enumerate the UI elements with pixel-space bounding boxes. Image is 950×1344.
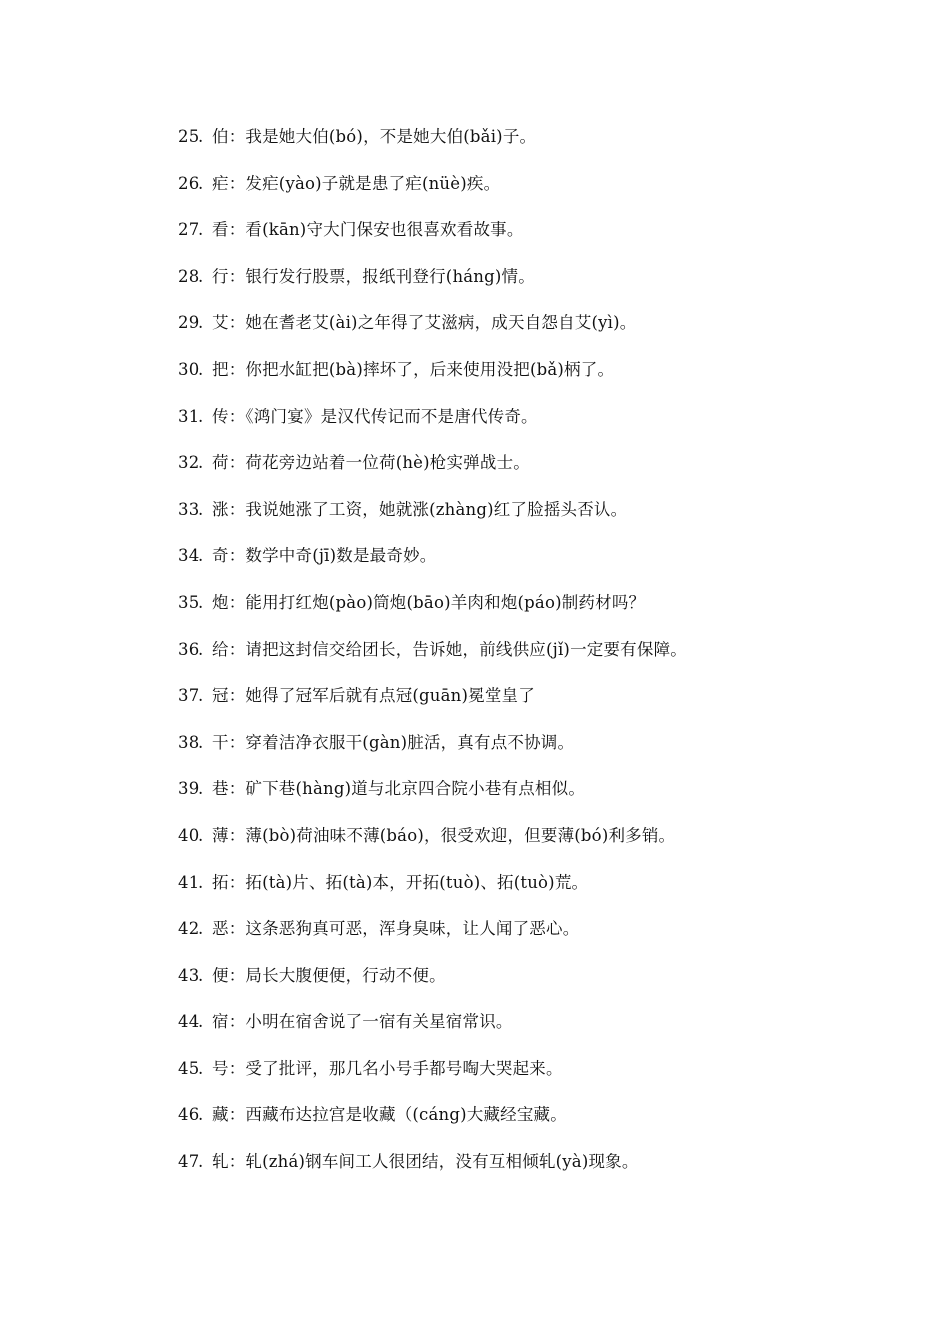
item-number: 44 [178, 1012, 200, 1032]
item-number: 45 [178, 1058, 200, 1078]
list-item: 35. 炮：能用打红炮(pào)筒炮(bāo)羊肉和炮(páo)制药材吗？ [178, 590, 918, 637]
item-sentence: ：荷花旁边站着一位荷(hè)枪实弹战士。 [228, 453, 530, 473]
list-item: 32. 荷：荷花旁边站着一位荷(hè)枪实弹战士。 [178, 450, 918, 497]
item-sentence: ：发疟(yào)子就是患了疟(nüè)疾。 [228, 173, 501, 193]
item-sentence: ：她在耆老艾(ài)之年得了艾滋病，成天自怨自艾(yì)。 [228, 313, 637, 333]
list-item: 37. 冠：她得了冠军后就有点冠(guān)冕堂皇了 [178, 683, 918, 730]
item-sentence: ：局长大腹便便，行动不便。 [228, 965, 446, 985]
list-item: 43. 便：局长大腹便便，行动不便。 [178, 963, 918, 1010]
item-number: 46 [178, 1105, 200, 1125]
item-number: 36 [178, 639, 200, 659]
item-sentence: ：银行发行股票，报纸刊登行(háng)情。 [228, 266, 535, 286]
list-item: 30. 把：你把水缸把(bà)摔坏了，后来使用没把(bǎ)柄了。 [178, 357, 918, 404]
item-character: 传 [212, 406, 229, 426]
item-character: 便 [212, 965, 229, 985]
item-character: 轧 [212, 1152, 229, 1172]
item-number: 40 [178, 825, 200, 845]
item-character: 恶 [212, 919, 229, 939]
item-sentence: ：矿下巷(hàng)道与北京四合院小巷有点相似。 [228, 779, 586, 799]
item-character: 炮 [212, 592, 229, 612]
item-sentence: ：拓(tà)片、拓(tà)本，开拓(tuò)、拓(tuò)荒。 [228, 872, 589, 892]
list-item: 27. 看：看(kān)守大门保安也很喜欢看故事。 [178, 217, 918, 264]
item-sentence: ：能用打红炮(pào)筒炮(bāo)羊肉和炮(páo)制药材吗？ [228, 592, 646, 612]
item-number: 43 [178, 965, 200, 985]
item-number: 27 [178, 220, 200, 240]
item-number: 28 [178, 266, 200, 286]
item-number: 38 [178, 732, 200, 752]
item-character: 干 [212, 732, 229, 752]
item-number: 29 [178, 313, 200, 333]
item-sentence: ：小明在宿舍说了一宿有关星宿常识。 [228, 1012, 513, 1032]
item-character: 巷 [212, 779, 229, 799]
item-number: 42 [178, 919, 200, 939]
item-character: 看 [212, 220, 229, 240]
item-number: 37 [178, 686, 200, 706]
item-sentence: ：这条恶狗真可恶，浑身臭味，让人闻了恶心。 [228, 919, 580, 939]
item-sentence: ：你把水缸把(bà)摔坏了，后来使用没把(bǎ)柄了。 [228, 359, 615, 379]
item-character: 拓 [212, 872, 229, 892]
item-character: 把 [212, 359, 229, 379]
list-item: 26. 疟：发疟(yào)子就是患了疟(nüè)疾。 [178, 171, 918, 218]
list-item: 42. 恶：这条恶狗真可恶，浑身臭味，让人闻了恶心。 [178, 916, 918, 963]
item-number: 47 [178, 1152, 200, 1172]
list-item: 47. 轧：轧(zhá)钢车间工人很团结，没有互相倾轧(yà)现象。 [178, 1149, 918, 1196]
item-sentence: ：薄(bò)荷油味不薄(báo)，很受欢迎，但要薄(bó)利多销。 [228, 825, 676, 845]
item-number: 31 [178, 406, 200, 426]
list-item: 40. 薄：薄(bò)荷油味不薄(báo)，很受欢迎，但要薄(bó)利多销。 [178, 823, 918, 870]
item-sentence: ：数学中奇(jī)数是最奇妙。 [228, 546, 437, 566]
item-sentence: ：看(kān)守大门保安也很喜欢看故事。 [228, 220, 524, 240]
polyphone-list [178, 124, 918, 1196]
item-number: 41 [178, 872, 200, 892]
list-item: 29. 艾：她在耆老艾(ài)之年得了艾滋病，成天自怨自艾(yì)。 [178, 310, 918, 357]
item-character: 奇 [212, 546, 229, 566]
item-sentence: ：请把这封信交给团长，告诉她，前线供应(jǐ)一定要有保障。 [228, 639, 687, 659]
item-sentence: ：穿着洁净衣服干(gàn)脏活，真有点不协调。 [228, 732, 575, 752]
item-character: 藏 [212, 1105, 229, 1125]
item-character: 荷 [212, 453, 229, 473]
list-item: 25. 伯：我是她大伯(bó)，不是她大伯(bǎi)子。 [178, 124, 918, 171]
list-item: 45. 号：受了批评，那几名小号手都号啕大哭起来。 [178, 1056, 918, 1103]
list-item: 44. 宿：小明在宿舍说了一宿有关星宿常识。 [178, 1009, 918, 1056]
item-character: 给 [212, 639, 229, 659]
list-item: 34. 奇：数学中奇(jī)数是最奇妙。 [178, 543, 918, 590]
item-sentence: ：我是她大伯(bó)，不是她大伯(bǎi)子。 [228, 127, 537, 146]
item-character: 冠 [212, 686, 229, 706]
list-item: 39. 巷：矿下巷(hàng)道与北京四合院小巷有点相似。 [178, 776, 918, 823]
list-item: 38. 干：穿着洁净衣服干(gàn)脏活，真有点不协调。 [178, 730, 918, 777]
item-character: 号 [212, 1058, 229, 1078]
item-character: 薄 [212, 825, 229, 845]
item-number: 30 [178, 359, 200, 379]
item-sentence: ：她得了冠军后就有点冠(guān)冕堂皇了 [228, 686, 535, 706]
list-item: 31. 传：《鸿门宴》是汉代传记而不是唐代传奇。 [178, 404, 918, 451]
item-number: 25 [178, 127, 200, 146]
item-sentence: ：受了批评，那几名小号手都号啕大哭起来。 [228, 1058, 563, 1078]
item-sentence: ：《鸿门宴》是汉代传记而不是唐代传奇。 [228, 406, 538, 426]
item-number: 32 [178, 453, 200, 473]
item-character: 宿 [212, 1012, 229, 1032]
item-character: 涨 [212, 499, 229, 519]
item-character: 伯 [212, 127, 229, 146]
list-item: 28. 行：银行发行股票，报纸刊登行(háng)情。 [178, 264, 918, 311]
item-sentence: ：西藏布达拉宫是收藏（(cáng)大藏经宝藏。 [228, 1105, 567, 1125]
item-number: 39 [178, 779, 200, 799]
list-item: 41. 拓：拓(tà)片、拓(tà)本，开拓(tuò)、拓(tuò)荒。 [178, 870, 918, 917]
item-number: 26 [178, 173, 200, 193]
item-number: 34 [178, 546, 200, 566]
list-item: 36. 给：请把这封信交给团长，告诉她，前线供应(jǐ)一定要有保障。 [178, 637, 918, 684]
item-number: 33 [178, 499, 200, 519]
item-sentence: ：轧(zhá)钢车间工人很团结，没有互相倾轧(yà)现象。 [228, 1152, 639, 1172]
list-item: 46. 藏：西藏布达拉宫是收藏（(cáng)大藏经宝藏。 [178, 1102, 918, 1149]
item-number: 35 [178, 592, 200, 612]
list-item: 33. 涨：我说她涨了工资，她就涨(zhàng)红了脸摇头否认。 [178, 497, 918, 544]
item-character: 疟 [212, 173, 229, 193]
item-character: 行 [212, 266, 229, 286]
item-sentence: ：我说她涨了工资，她就涨(zhàng)红了脸摇头否认。 [228, 499, 628, 519]
item-character: 艾 [212, 313, 229, 333]
